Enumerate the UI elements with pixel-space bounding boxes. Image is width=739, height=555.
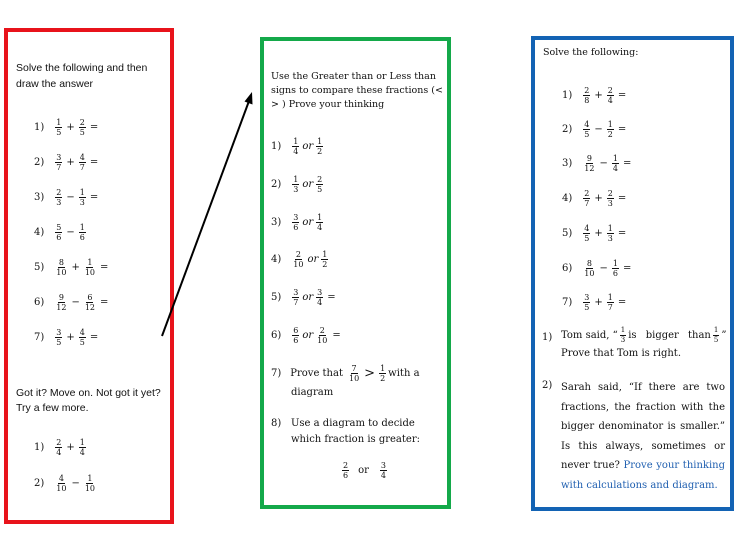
fraction: $\frac{1}{6}$	[612, 259, 618, 278]
fraction: 1 5	[713, 326, 719, 344]
fraction: 1 3	[293, 175, 299, 194]
operator: −	[71, 478, 80, 489]
fraction: 3 5	[56, 328, 62, 347]
question-text: is bigger than	[628, 330, 711, 341]
problem-number: 3)	[34, 192, 45, 203]
equals-sign: =	[617, 90, 627, 101]
fraction: 3 5	[584, 293, 590, 312]
problem-number: 5)	[34, 262, 45, 273]
fraction: 9 12	[56, 293, 67, 312]
fraction: 7 10	[348, 364, 360, 383]
operator: −	[66, 192, 75, 203]
operator: +	[66, 122, 75, 133]
problem-number: 5)	[562, 228, 573, 239]
problem-number: 2)	[34, 157, 45, 168]
problem-number: 6)	[562, 263, 573, 274]
or-word: or	[358, 465, 369, 476]
fraction: 2 6	[343, 461, 349, 480]
fraction: $\frac{3}{4}$	[317, 288, 323, 307]
fraction: $\frac{1}{4}$	[79, 438, 85, 457]
or-word: or	[302, 292, 314, 303]
prove-thinking-text: Prove your thinking with calculations and diagram.	[561, 460, 726, 491]
fraction: $\frac{1}{10}$	[84, 258, 96, 277]
or-word: or	[307, 254, 319, 265]
or-word: or	[302, 179, 314, 190]
fraction: 6 6	[293, 326, 299, 345]
fraction: 2 3	[56, 188, 62, 207]
operator: +	[66, 157, 75, 168]
problem-number: 1)	[34, 122, 45, 133]
fraction: $\frac{1}{3}$	[607, 224, 613, 243]
problem-number: 4)	[34, 227, 45, 238]
fraction: 2 5	[317, 175, 323, 194]
blue-panel-title: Solve the following:	[543, 47, 639, 58]
operator: −	[599, 158, 608, 169]
equals-sign: =	[332, 330, 341, 341]
problem-number: 3)	[562, 158, 573, 169]
problem-number: 4)	[562, 193, 573, 204]
problem-number: 6)	[34, 297, 45, 308]
fraction: $\frac{1}{4}$	[612, 154, 618, 173]
got-it-text: Got it? Move on. Not got it yet? Try a few more.	[16, 387, 161, 414]
fraction: 2 8	[584, 86, 590, 105]
problem-number: 1)	[34, 442, 45, 453]
or-word: or	[302, 141, 314, 152]
operator: −	[66, 227, 75, 238]
fraction: 8 10	[584, 259, 595, 278]
fraction: 1 3	[620, 326, 626, 344]
equals-sign: =	[89, 332, 99, 343]
question-text: ”	[721, 330, 727, 341]
equals-sign: =	[89, 192, 99, 203]
question-text: Prove that Tom is right.	[561, 348, 681, 359]
problem-number: 1)	[562, 90, 573, 101]
problem-number: 7)	[562, 297, 573, 308]
fraction: $\frac{1}{2}$	[607, 120, 613, 139]
fraction: $\frac{1}{10}$	[84, 474, 96, 493]
fraction: $\frac{1}{6}$	[79, 223, 85, 242]
fraction: $\frac{2}{4}$	[607, 86, 613, 105]
fraction: $\frac{2}{3}$	[607, 189, 613, 208]
problem-number: 4)	[271, 254, 282, 265]
operator: +	[594, 90, 603, 101]
fraction: $\frac{4}{7}$	[79, 153, 85, 172]
fraction: $\frac{4}{5}$	[79, 328, 85, 347]
fraction: 3 7	[56, 153, 62, 172]
problem-number: 1)	[271, 141, 282, 152]
fraction: 1 2	[380, 364, 386, 383]
green-question-8-text: Use a diagram to decide which fraction is greater:	[291, 418, 420, 445]
operator: −	[599, 263, 608, 274]
operator: +	[71, 262, 80, 273]
equals-sign: =	[100, 262, 109, 273]
question-number: 1)	[542, 332, 553, 343]
operator: +	[594, 193, 603, 204]
fraction: 1 2	[322, 250, 328, 269]
problem-number: 6)	[271, 330, 282, 341]
operator: −	[71, 297, 80, 308]
operator: +	[66, 442, 75, 453]
equals-sign: =	[622, 158, 632, 169]
fraction: 8 10	[56, 258, 67, 277]
equals-sign: =	[617, 297, 627, 308]
fraction: 2 7	[584, 189, 590, 208]
problem-number: 2)	[34, 478, 45, 489]
equals-sign: =	[617, 124, 627, 135]
fraction: 2 4	[56, 438, 62, 457]
question-number: 7)	[271, 368, 282, 379]
fraction: 9 12	[584, 154, 595, 173]
fraction: 1 4	[293, 137, 299, 156]
fraction: 3 6	[293, 213, 299, 232]
fraction: 5 6	[56, 223, 62, 242]
fraction: 1 2	[317, 137, 323, 156]
question-text: Prove that	[290, 368, 343, 379]
question-text: with a	[388, 368, 420, 379]
equals-sign: =	[617, 193, 627, 204]
problem-number: 2)	[271, 179, 282, 190]
fraction: $\frac{2}{10}$	[317, 326, 328, 345]
question-number: 2)	[542, 380, 553, 391]
equals-sign: =	[89, 122, 99, 133]
equals-sign: =	[622, 263, 632, 274]
question-number: 8)	[271, 418, 282, 429]
fraction: $\frac{1}{7}$	[607, 293, 613, 312]
operator: +	[594, 297, 603, 308]
problem-number: 3)	[271, 217, 282, 228]
or-word: or	[302, 217, 314, 228]
fraction: 4 5	[584, 120, 590, 139]
fraction: 1 4	[317, 213, 323, 232]
equals-sign: =	[100, 297, 109, 308]
fraction: $\frac{1}{3}$	[79, 188, 85, 207]
operator: +	[66, 332, 75, 343]
fraction: $\frac{6}{12}$	[84, 293, 96, 312]
fraction: 2 10	[293, 250, 304, 269]
question-text: Sarah said, “If there are two fractions, the fraction with the bigger denominator is smaller.” Is this always, sometimes or never true?	[561, 382, 725, 471]
fraction: 4 5	[584, 224, 590, 243]
question-text: diagram	[291, 387, 334, 398]
fraction: 3 4	[380, 461, 386, 480]
green-panel-title: Use the Greater than or Less than signs to compare these fractions (< > ) Prove your thinking	[271, 71, 443, 110]
problem-number: 7)	[34, 332, 45, 343]
red-panel-title: Solve the following and then draw the answer	[16, 62, 148, 90]
fraction: $\frac{2}{5}$	[79, 118, 85, 137]
greater-than-sign: >	[364, 366, 376, 381]
operator: +	[594, 228, 603, 239]
fraction: 1 5	[56, 118, 62, 137]
or-word: or	[302, 330, 314, 341]
fraction: 3 7	[293, 288, 299, 307]
fraction: 4 10	[56, 474, 67, 493]
operator: −	[594, 124, 603, 135]
problem-number: 5)	[271, 292, 282, 303]
equals-sign: =	[327, 292, 336, 303]
question-text: Tom said, “	[561, 330, 618, 341]
equals-sign: =	[617, 228, 627, 239]
problem-number: 2)	[562, 124, 573, 135]
equals-sign: =	[89, 157, 99, 168]
